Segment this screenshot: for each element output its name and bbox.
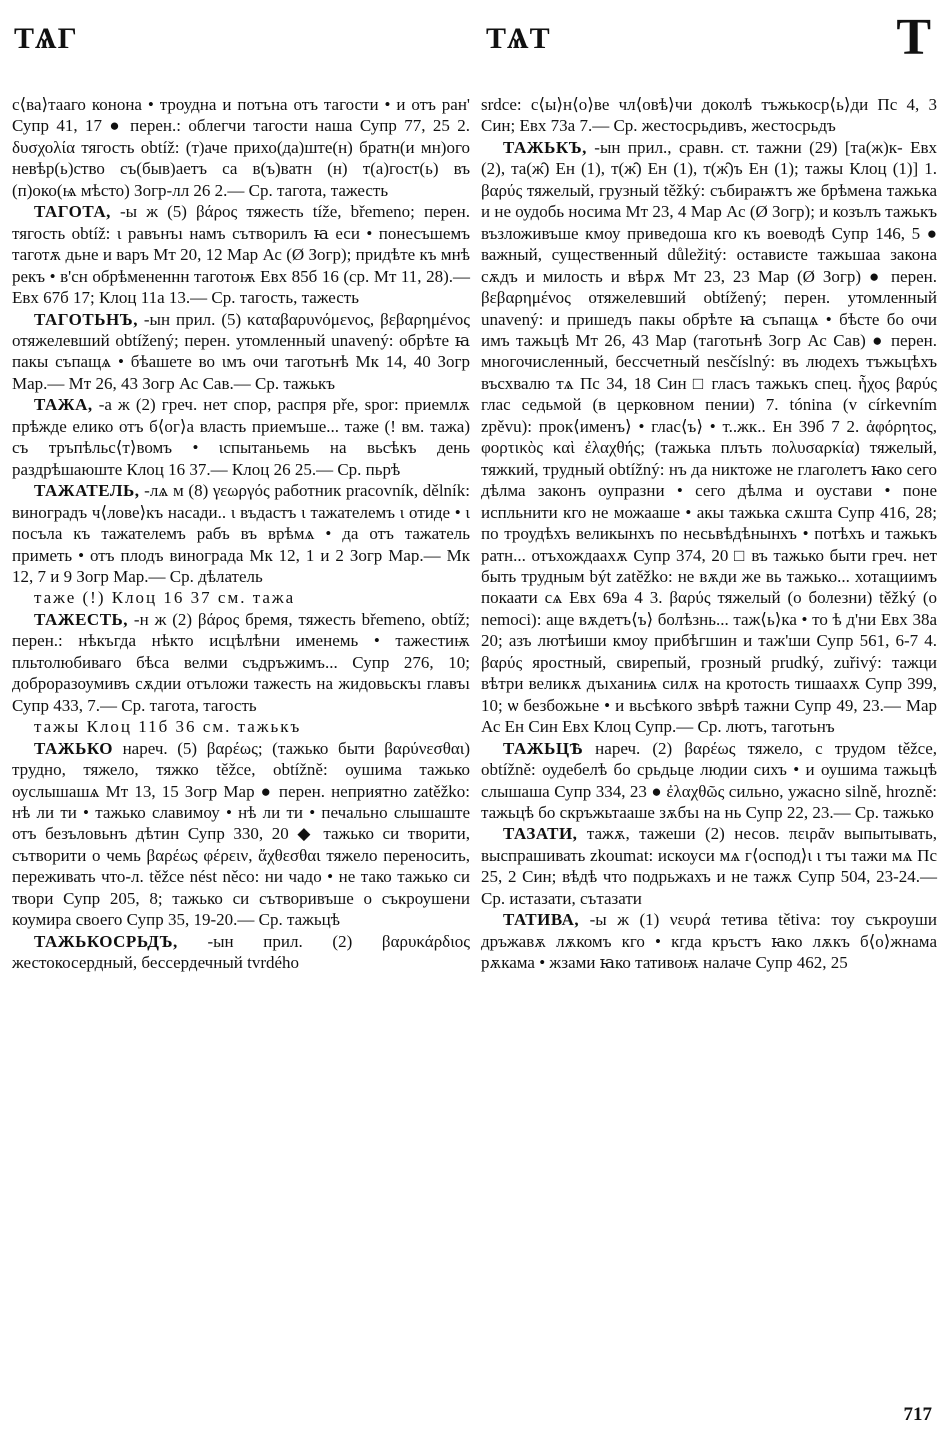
section-letter: Т	[896, 9, 932, 66]
dictionary-entry	[12, 394, 470, 480]
dictionary-entry	[481, 823, 937, 909]
entry-text: с⟨ва⟩тааго конона • троудна и потъна отъ тагости • и отъ ран' Супр 41, 17 ● перен.: облегчи тагости наша Супр 77, 25 2. δυσχολία тягость obtíž: (т)аче прихо(да)ште(н) братн(и мн)ого невѣр(ь)ство съ(быв)аетъ са в(ъ)ватн (н) т(а)гост(ь) въ (п)око(ѩ мѣсто) Зогр-лл 26 2.— Ср. тагота, тажесть	[12, 95, 470, 200]
headword: ТАЖЕСТЬ,	[34, 609, 129, 629]
entry-text: -н ж (2) βάρος бремя, тяжесть břemeno, obtíž; перен.: нѣкъгда нѣкто исцѣлѣни именемь • тажестиѭ пльтолюбиваго бѣса велми съдръжимъ... Супр 276, 10; доброразоумивъ сѫдии отъложи тажесть на жидовьскъı главъı Супр 433, 7.— Ср. тагота, тагость	[12, 609, 470, 715]
entry-text: -ын прил., сравн. ст. тажни (29) [та(ж)к- Евх (2), та(ж̑) Ен (1), т(ж̑) Ен (1), т(ж̑)ъ Ен (1); тажы Клоц (1)] 1. βαρύς тяжелый, грузный těžký: събираѭтъ же брѣмена тажька и не оудобь носима Мт 23, 4 Мар Ас (Ø Зогр); и козълъ тажькъ възложивъше кмоу приведоша кго къ воеводѣ Супр 146, 5 ● важный, существенный důležitý: остависте тажьшаа закона сѫдъ и милость и вѣрѫ Мт 23, 23 Мар (Ø Зогр) ● перен. βεβαρημένος отяжелевший obtížený; перен. утомленный unavený: и пришедъ пакы обрѣте ꙗ съпащѧ • бѣсте бо очи имъ тажьцѣ Мт 26, 43 Мар (таготьнѣ Зогр Ас Сав) ● перен. многочисленный, бессчетный nesčíslný: въ людехъ тъжьцѣхъ въсхвалю тѧ Пс 34, 18 Син □ гласъ тажькъ спец. ἦχος βαρύς глас седьмой (в церковном пении) 7. tónina (v církevním zpěvu): прок⟨именъ⟩ • глас⟨ъ⟩ • т..жк.. Ен 39б 7 2. ἀφόρητος, φορτικὸς καὶ ἐλαχθής; (тажька плъть πολυσαρκία) тяжелый, тяжкий, трудный obtížný: нъ да никтоже не глаголетъ ꙗко сего дѣлма законъ оупразни • сего дѣлма и оустави • поне испльнити кго не можааше • акы тажька сѫшта Супр 416, 28; по троудѣхъ великынхъ по несьвѣдѣнынхъ • потѣхъ и тажькъ ратн... отъхождаахѫ Супр 374, 20 □ въ тажько быти греч. нет быть трудным být zatěžko: не вѫди же вь тажько... хотащиимъ покаати сѧ Евх 69а 4 3. βαρύς тяжелый (о болезни) těžký (o nemoci): аще вѫдетъ⟨ъ⟩ болѣзнь... таж⟨ь⟩ка • то ѣ д'ни Евх 38а 20; азъ лютѣиши кмоу прибѣгшин и таж'ши Супр 561, 6-7 4. βαρύς яростный, свирепый, грозный prudký, zuřivý: тажци вѣтри великѫ дъıханиѩ силѫ на кротость тишаахѫ Супр 399, 10; ѡ безбожьне • и вьсѣкого звѣрѣ тажни Супр 49, 23.— Мар Ас Ен Син Евх Клоц Супр.— Ср. лютъ, таготьнъ	[481, 137, 937, 737]
dictionary-entry	[481, 137, 937, 738]
entry-text: srdce: с⟨ы⟩н⟨о⟩ве чл⟨овѣ⟩чи доколѣ тъжькоср⟨ь⟩ди Пс 4, 3 Син; Евх 73а 7.— Ср. жестосрьдивъ, жестосрьдъ	[481, 95, 937, 136]
entry-text: таже (!) Клоц 16 37 см. тажа	[34, 588, 296, 608]
headword: ТАЖА,	[34, 395, 93, 415]
right-column	[481, 94, 937, 974]
dictionary-entry	[12, 309, 470, 395]
dictionary-entry	[481, 738, 937, 824]
entry-text: -ын прил. (5) καταβαρυνόμενος, βεβαρημένος отяжелевший obtížený; перен. утомленный unavený: обрѣте ꙗ пакы съпащѧ • бѣашете во ιмъ очи таготьнѣ Мк 14, 40 Зогр Мар.— Мт 26, 43 Зогр Ас Сав.— Ср. тажькъ	[12, 309, 470, 393]
dictionary-entry	[12, 480, 470, 587]
dictionary-entry	[12, 201, 470, 308]
dictionary-entry	[12, 931, 470, 974]
dictionary-entry	[12, 609, 470, 716]
headword: ТАЖЬКО	[34, 738, 113, 758]
headword: ТАЖЬЦѢ	[503, 738, 584, 758]
entry-text: -а ж (2) греч. нет спор, распря pře, spor: приемлѫ прѣжде елико отъ б⟨ог⟩а власть приемъше... таже (! вм. тажа) съ тръпѣльс⟨т⟩вомъ • ιспытаньемь на вьсѣкъ день раздрѣшаюште Клоц 16 37.— Клоц 26 25.— Ср. пьрѣ	[12, 395, 470, 479]
cross-reference	[12, 587, 470, 608]
headword: ТАЖАТЕЛЬ,	[34, 481, 140, 501]
entry-text: -ын прил. (2) βαρυκάρδιος жестокосердный, бессердечный tvrdého	[12, 931, 470, 973]
entry-text: -ы ж (5) βάρος тяжесть tíže, břemeno; перен. тягость obtíž: ι равънъı намъ сътворилъ ꙗ еси • понесъшемъ таготѫ дьне и варъ Мт 20, 12 Мар Ас (Ø Зогр); придѣте къ мнѣ рекъ • в'сн обрѣмененнн таготоѭ Евх 85б 16 (ср. Мт 11, 28).— Евх 67б 17; Клоц 11а 13.— Ср. тагость, тажесть	[12, 202, 470, 308]
headword: ТАЖЬКОСРЬДЪ,	[34, 931, 178, 951]
cross-reference	[12, 716, 470, 737]
headword: ТАЖЬКЪ,	[503, 137, 587, 157]
entry-text: -ы ж (1) νευρά тетива tětiva: тоу съкроуши дръжавѫ лѫкомъ кго • кгда кръстъ ꙗко лѫкъ б⟨о⟩жнама рѫкама • жзами ꙗко тативоѭ налаче Супр 462, 25	[481, 910, 937, 973]
dictionary-entry	[481, 909, 937, 973]
running-head-left: ТѦГ	[14, 22, 78, 55]
dictionary-entry	[12, 738, 470, 931]
entry-text: -лѧ м (8) γεωργός работник pracovník, dělník: виноградъ ч⟨лове⟩къ насади.. ι въдастъ ι тажателемъ ι отиде • ι посъла къ тажателемъ рабъ въ врѣмѧ • да отъ тажатель приметь • отъ плодъ винограда Мк 12, 1 и 2 Зогр Мар.— Мк 12, 7 и 9 Зогр Мар.— Ср. дѣлатель	[12, 481, 470, 586]
entry-continuation	[481, 94, 937, 137]
headword: ТАГОТА,	[34, 202, 111, 222]
running-head-center: ТѦТ	[486, 22, 551, 55]
page-number: 717	[903, 1404, 932, 1425]
headword: ТАГОТЬНЪ,	[34, 309, 138, 329]
headword: ТАЗАТИ,	[503, 824, 578, 844]
entry-text: нареч. (2) βαρέως тяжело, с трудом těžce, obtížně: оудебелѣ бо срьдьце людии сихъ • и оушима тажьцѣ слышаша Супр 334, 23 ● ἐλαχθῶς сильно, ужасно silně, hrozně: тажьцѣ бо скръжьтааше зѫбъı на нь Супр 22, 23.— Ср. тажько	[481, 738, 937, 822]
headword: ТАТИВА,	[503, 910, 580, 930]
entry-text: нареч. (5) βαρέως; (тажько быти βαρύνεσθαι) трудно, тяжело, тяжко těžce, obtížně: оушима тажько оуслышашѧ Мт 13, 15 Зогр Мар ● перен. неприятно zatěžko: нѣ ли ти • тажько славимоу • нѣ ли ти • печально слышаште отъ безъловьнъ дѣтин Супр 330, 20 ◆ тажько си творити, сътворити о чемь βαρέως φέρειν, ἄχθεσθαι тяжело переносить, переживать что-л. těžce nést něco: ни чадо • не тако тажько си твори Супр 205, 8; тажько си сътворивъше о съкроушени коумира своего Супр 35, 19-20.— Ср. тажьцѣ	[12, 738, 470, 930]
left-column	[12, 94, 470, 974]
entry-continuation	[12, 94, 470, 201]
entry-text: тажѫ, тажеши (2) несов. πειρᾶν выпытывать, выспрашивать zkoumat: искоуси мѧ г⟨оспод⟩ι ι тъı тажи мѧ Пс 25, 2 Син; вѣдѣ что подрьжахъ и не тажѫ Супр 504, 23-24.— Ср. истазати, сътазати	[481, 824, 937, 908]
entry-text: тажы Клоц 11б 36 см. тажькъ	[34, 717, 302, 737]
